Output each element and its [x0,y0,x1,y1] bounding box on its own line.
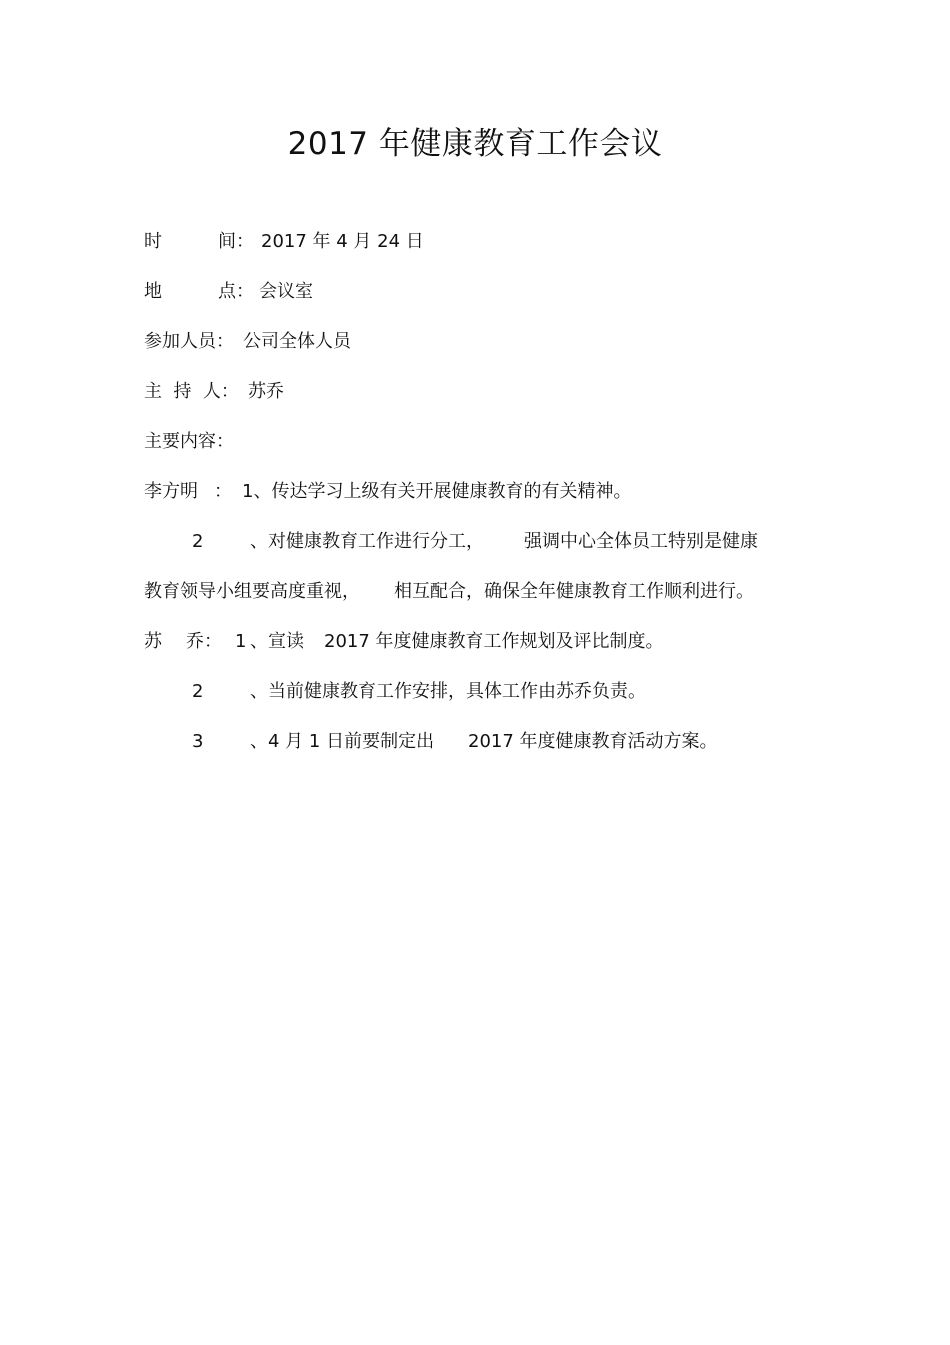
speaker2-item1-text-a: 、宣读 [250,631,304,652]
speaker2-item1-line [0,629,950,655]
place-label-b: 点： [218,281,254,302]
speaker2-item2-number: 2 [192,681,204,702]
host-value: 苏乔 [248,381,284,402]
speaker2-item3-number: 3 [192,731,204,752]
speaker1-item2-text-b: 强调中心全体员工特别是健康 [524,531,758,552]
speaker2-item2-text: 、当前健康教育工作安排，具体工作由苏乔负责。 [250,681,646,702]
attendees-label: 参加人员： [144,331,234,352]
speaker1-item2-number: 2 [192,531,204,552]
document-title: 2017 年健康教育工作会议 [287,126,663,162]
speaker1-item1-line [0,479,950,505]
attendees-line [0,329,950,355]
attendees-value: 公司全体人员 [243,331,351,352]
speaker1-name: 李方明 [144,481,198,502]
speaker2-item3-line [0,729,950,755]
time-line [0,229,950,255]
speaker2-item1-text-b: 2017 年度健康教育工作规划及评比制度。 [324,631,664,652]
time-label-b: 间： [218,231,254,252]
content-label-line [0,429,950,455]
speaker1-item2-line [0,529,950,555]
speaker2-name-b: 乔： [186,631,222,652]
speaker1-item2-text-d: 相互配合，确保全年健康教育工作顺利进行。 [394,581,754,602]
speaker1-colon: ： [214,481,232,502]
speaker2-item3-text-b: 2017 年度健康教育活动方案。 [468,731,718,752]
speaker2-item1-number: 1 [235,631,247,652]
place-label-a: 地 [144,281,162,302]
speaker2-item3-text-a: 、4 月 1 日前要制定出 [250,731,435,752]
time-label-a: 时 [144,231,162,252]
host-line [0,379,950,405]
speaker1-item2-text-a: 、对健康教育工作进行分工， [250,531,484,552]
host-label: 主 持 人： [144,381,239,402]
place-line [0,279,950,305]
place-value: 会议室 [259,281,313,302]
content-label: 主要内容： [144,431,234,452]
speaker1-item2-text-c: 教育领导小组要高度重视， [144,581,360,602]
speaker1-item2-continued-line [0,579,950,605]
speaker2-item2-line [0,679,950,705]
speaker1-item1: 1、传达学习上级有关开展健康教育的有关精神。 [242,481,632,502]
speaker2-name-a: 苏 [144,631,162,652]
time-value: 2017 年 4 月 24 日 [261,231,424,252]
